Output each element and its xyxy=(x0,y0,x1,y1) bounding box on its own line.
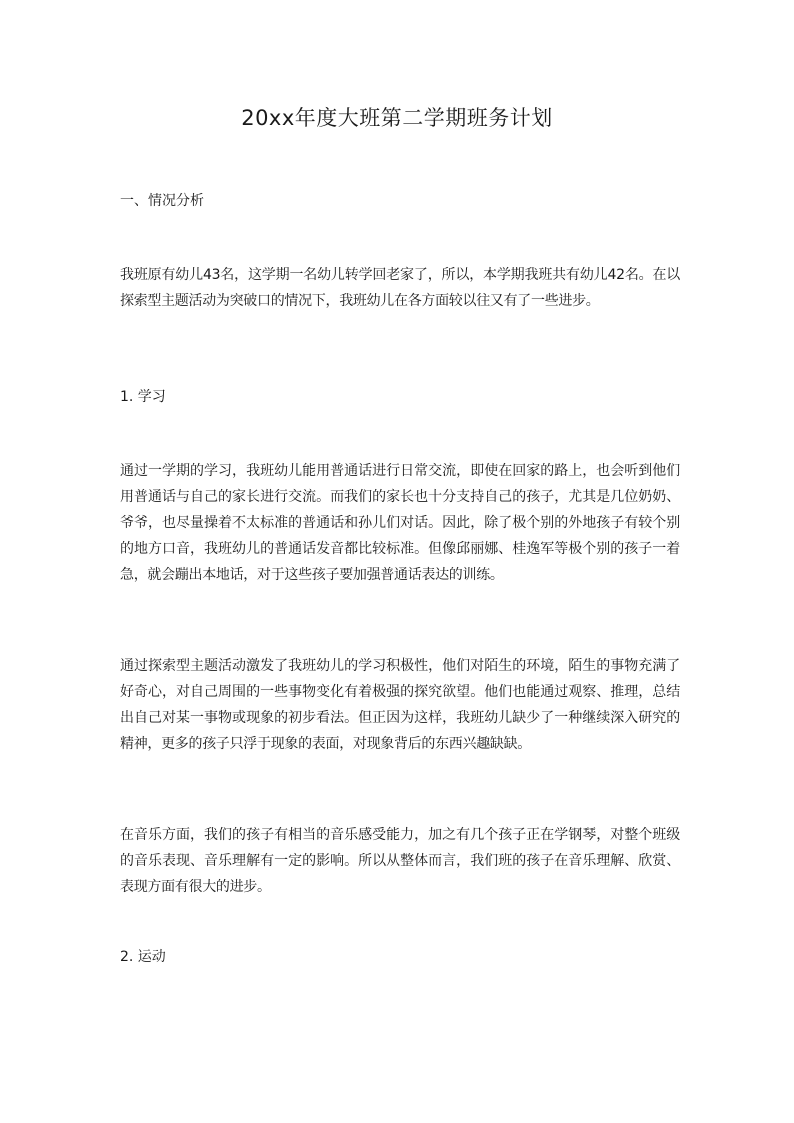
document-title: 20xx年度大班第二学期班务计划 xyxy=(241,106,553,130)
paragraph-music: 在音乐方面，我们的孩子有相当的音乐感受能力，加之有几个孩子正在学钢琴，对整个班级的音乐表现、音乐理解有一定的影响。所以从整体而言，我们班的孩子在音乐理解、欣赏、表现方面有很大的进步。 xyxy=(120,827,680,895)
paragraph-exploration-learning: 通过探索型主题活动激发了我班幼儿的学习积极性，他们对陌生的环境，陌生的事物充满了好奇心，对自己周围的一些事物变化有着极强的探究欲望。他们也能通过观察、推理，总结出自己对某一事物或现象的初步看法。但正因为这样，我班幼儿缺少了一种继续深入研究的精神，更多的孩子只浮于现象的表面，对现象背后的东西兴趣缺缺。 xyxy=(120,658,680,752)
section-heading-situation-analysis: 一、情况分析 xyxy=(120,193,204,209)
section-heading-study: 1. 学习 xyxy=(120,389,166,405)
section-heading-sports: 2. 运动 xyxy=(120,949,166,965)
paragraph-mandarin-usage: 通过一学期的学习，我班幼儿能用普通话进行日常交流，即使在回家的路上，也会听到他们用普通话与自己的家长进行交流。而我们的家长也十分支持自己的孩子，尤其是几位奶奶、爷爷，也尽量操着不太标准的普通话和孙儿们对话。因此，除了极个别的外地孩子有较个别的地方口音，我班幼儿的普通话发音都比较标准。但像邱丽娜、桂逸军等极个别的孩子一着急，就会蹦出本地话，对于这些孩子要加强普通话表达的训练。 xyxy=(120,463,680,583)
paragraph-class-overview: 我班原有幼儿43名，这学期一名幼儿转学回老家了，所以，本学期我班共有幼儿42名。在以探索型主题活动为突破口的情况下，我班幼儿在各方面较以往又有了一些进步。 xyxy=(120,267,680,309)
